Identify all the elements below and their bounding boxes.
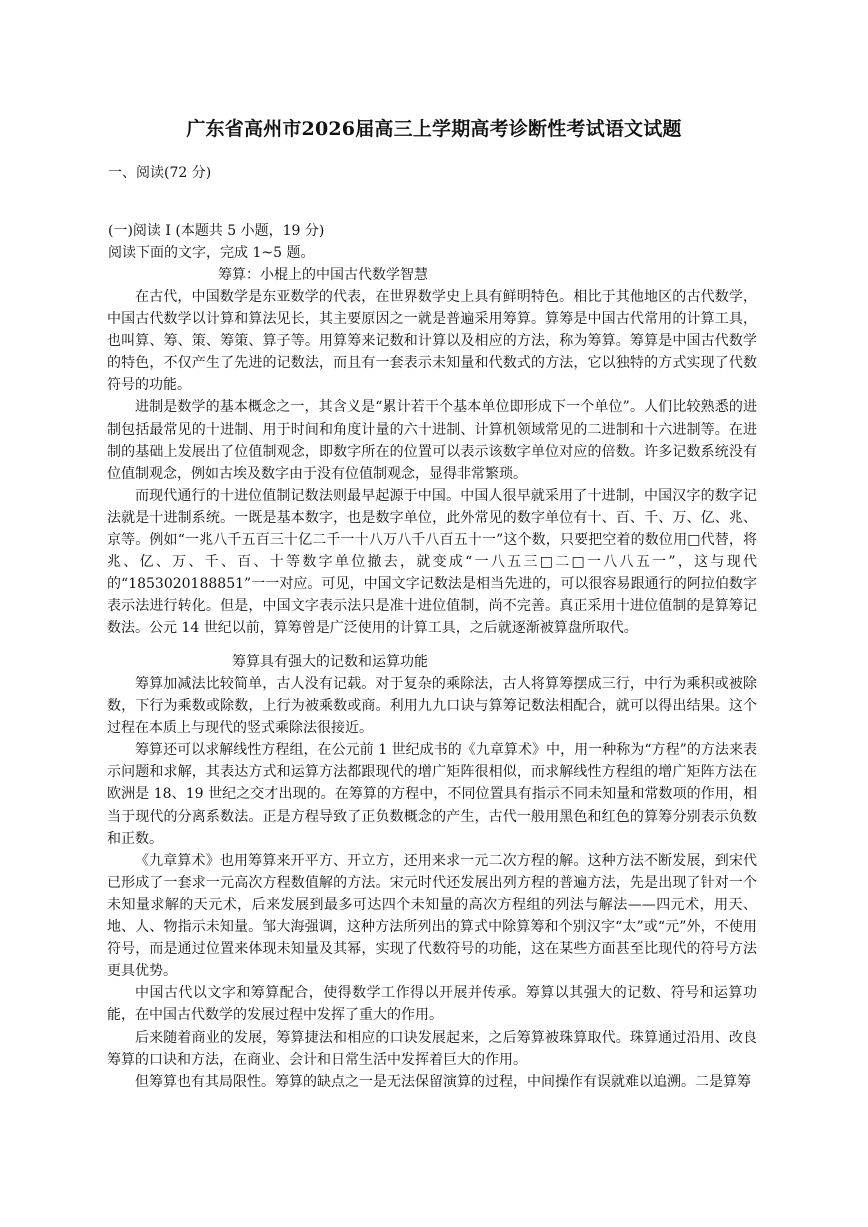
paragraph: 《九章算术》也用筹算来开平方、开立方，还用来求一元二次方程的解。这种方法不断发展，到宋代已形成了一套求一元高次方程数值解的方法。宋元时代还发展出列方程的普遍方法，先是出现了针对一个未知量求解的天元术，后来发展到最多可达四个未知量的高次方程组的列法与解法——四元术，用天、地、人、物指示未知量。邹大海强调，这种方法所列出的算式中除算筹和个别汉字“太”或“元”外，不使用符号，而是通过位置来体现未知量及其幂，实现了代数符号的功能，这在某些方面甚至比现代的符号方法更具优势。 <box>107 852 757 980</box>
paragraph: 后来随着商业的发展，筹算捷法和相应的口诀发展起来，之后筹算被珠算取代。珠算通过沿用、改良筹算的口诀和方法，在商业、会计和日常生活中发挥着巨大的作用。 <box>107 1029 757 1068</box>
paragraph: 而现代通行的十进位值制记数法则最早起源于中国。中国人很早就采用了十进制，中国汉字的数字记法就是十进制系统。一既是基本数字，也是数字单位，此外常见的数字单位有十、百、千、万、亿、兆、京等。例如“一兆八千五百三十亿二千一十八万八千八百五十一”这个数，只要把空着的数位用□代替，将兆、亿、万、千、百、十等数字单位撤去，就变成“一八五三□二□一八八五一”，这与现代的“1853020188851”一一对应。可见，中国文字记数法是相当先进的，可以很容易跟通行的阿拉伯数字表示法进行转化。但是，中国文字表示法只是准十进位值制，尚不完善。真正采用十进位值制的是算筹记数法。公元 14 世纪以前，算筹曾是广泛使用的计算工具，之后就逐渐被算盘所取代。 <box>107 487 757 637</box>
paragraph: 进制是数学的基本概念之一，其含义是“累计若干个基本单位即形成下一个单位”。人们比较熟悉的进制包括最常见的十进制、用于时间和角度计量的六十进制、计算机领域常见的二进制和十六进制等。在进制的基础上发展出了位值制观念，即数字所在的位置可以表示该数字单位对应的倍数。许多记数系统没有位值制观念，例如古埃及数字由于没有位值制观念，显得非常繁琐。 <box>107 399 757 482</box>
article-body-part-1 <box>107 286 757 640</box>
section-heading: 一、阅读(72 分) <box>108 165 212 181</box>
section-subheading: 筹算具有强大的记数和运算功能 <box>232 654 428 670</box>
part-heading: (一)阅读 I (本题共 5 小题，19 分) <box>108 223 325 239</box>
article-body-part-2 <box>107 673 757 1093</box>
paragraph: 筹算还可以求解线性方程组，在公元前 1 世纪成书的《九章算术》中，用一种称为“方程”的方法来表示问题和求解，其表达方式和运算方法都跟现代的增广矩阵很相似，而求解线性方程组的增广矩阵方法在欧洲是 18、19 世纪之交才出现的。在筹算的方程中，不同位置具有指示不同未知量和常数项的作用，相当于现代的分离系数法。正是方程导致了正负数概念的产生，古代一般用黑色和红色的算筹分别表示负数和正数。 <box>107 742 757 847</box>
paragraph: 筹算加减法比较简单，古人没有记载。对于复杂的乘除法，古人将算筹摆成三行，中行为乘积或被除数，下行为乘数或除数，上行为被乘数或商。利用九九口诀与算筹记数法相配合，就可以得出结果。这个过程在本质上与现代的竖式乘除法很接近。 <box>107 676 757 737</box>
page-title: 广东省高州市2026届高三上学期高考诊断性考试语文试题 <box>186 118 682 140</box>
article-title: 筹算：小棍上的中国古代数学智慧 <box>218 267 428 283</box>
paragraph: 在古代，中国数学是东亚数学的代表，在世界数学史上具有鲜明特色。相比于其他地区的古代数学，中国古代数学以计算和算法见长，其主要原因之一就是普遍采用筹算。算筹是中国古代常用的计算工具，也叫算、筹、策、筹策、算子等。用算筹来记数和计算以及相应的方法，称为筹算。筹算是中国古代数学的特色，不仅产生了先进的记数法，而且有一套表示未知量和代数式的方法，它以独特的方式实现了代数符号的功能。 <box>107 289 757 394</box>
instruction-text: 阅读下面的文字，完成 1~5 题。 <box>108 245 315 261</box>
paragraph: 中国古代以文字和筹算配合，使得数学工作得以开展并传承。筹算以其强大的记数、符号和运算功能，在中国古代数学的发展过程中发挥了重大的作用。 <box>107 985 757 1024</box>
paragraph: 但筹算也有其局限性。筹算的缺点之一是无法保留演算的过程，中间操作有误就难以追溯。二是算筹 <box>135 1073 751 1090</box>
